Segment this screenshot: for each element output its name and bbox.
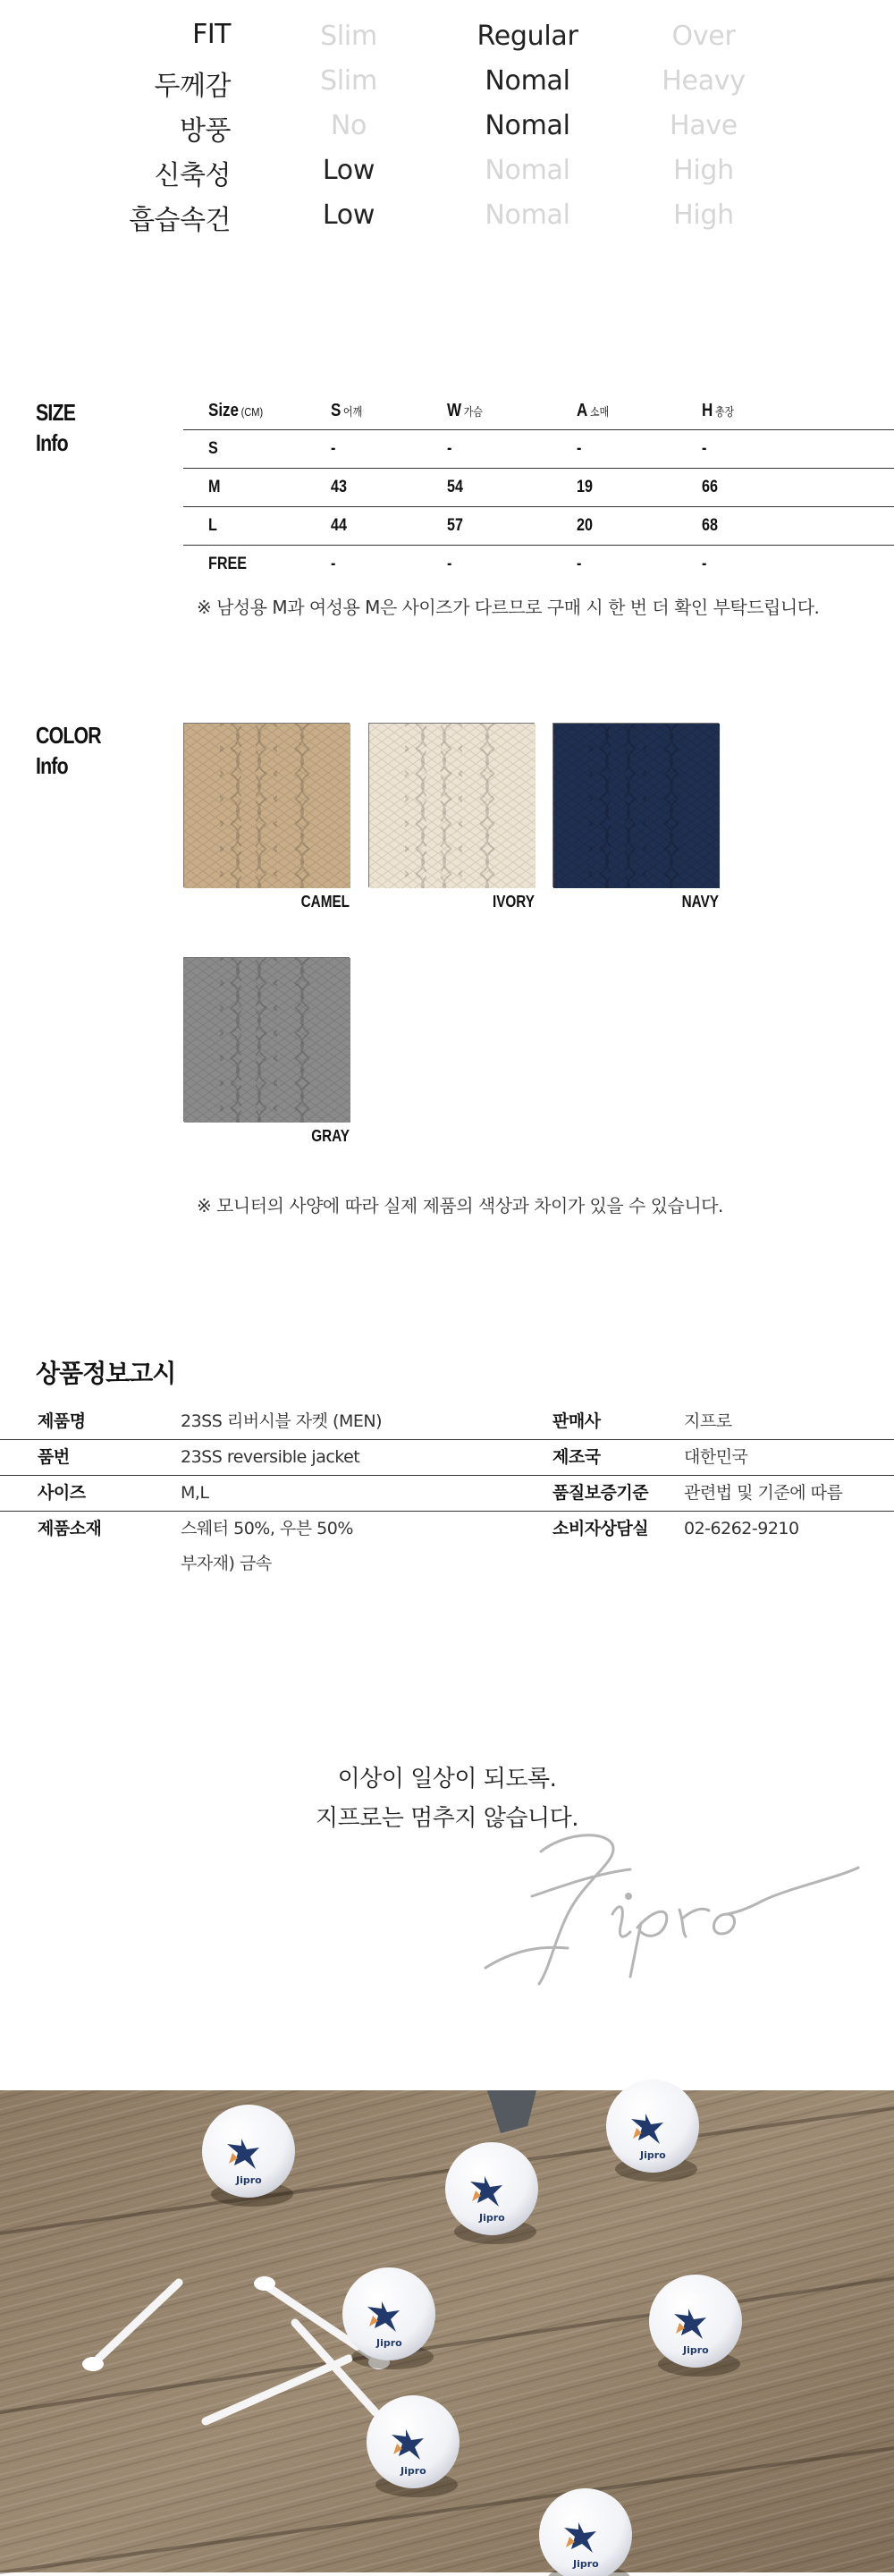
attribute-row-thickness	[0, 56, 894, 101]
column-unit: 어깨	[342, 405, 363, 419]
knit-texture	[184, 958, 350, 1123]
column-letter: W	[447, 401, 462, 420]
column-letter: H	[702, 401, 713, 420]
swatch-label: CAMEL	[300, 893, 350, 911]
size-note: ※ 남성용 M과 여성용 M은 사이즈가 다르므로 구매 시 한 번 더 확인 부탁드립니다.	[197, 597, 820, 618]
attribute-label: 두께감	[154, 71, 231, 102]
column-unit: 소매	[589, 405, 610, 419]
info-key: 제조국	[552, 1447, 601, 1467]
info-value: 23SS 리버시블 자켓 (MEN)	[181, 1411, 382, 1431]
table-cell: -	[577, 555, 582, 573]
attribute-option: Nomal	[485, 155, 570, 186]
attribute-option: High	[673, 199, 734, 231]
table-cell: 19	[577, 478, 593, 496]
table-cell: -	[447, 439, 452, 458]
table-row	[0, 1440, 894, 1476]
info-key: 사이즈	[38, 1483, 86, 1503]
size-column-header	[208, 392, 263, 431]
column-letter: S	[331, 401, 342, 420]
info-key: 판매사	[552, 1411, 601, 1431]
knit-texture	[553, 724, 720, 888]
attribute-option-selected: Nomal	[485, 110, 570, 141]
attribute-row-windproof	[0, 101, 894, 146]
attribute-label: FIT	[192, 19, 231, 50]
table-cell: M	[208, 478, 221, 496]
swatch-label: NAVY	[681, 893, 719, 911]
table-row	[183, 468, 894, 506]
table-cell: -	[702, 555, 707, 573]
column-letter: A	[577, 401, 588, 420]
info-value: 스웨터 50%, 우븐 50%	[181, 1519, 353, 1538]
attribute-label: 방풍	[180, 115, 231, 147]
slogan-line-1: 이상이 일상이 되도록.	[337, 1766, 557, 1792]
attribute-label: 신축성	[154, 160, 231, 191]
slogan-line-2: 지프로는 멈추지 않습니다.	[315, 1805, 579, 1832]
table-cell: 54	[447, 478, 463, 496]
table-cell: 68	[702, 516, 718, 535]
table-cell: -	[702, 439, 707, 458]
table-cell: 44	[331, 516, 347, 535]
table-row	[183, 545, 894, 583]
attribute-option: Slim	[320, 65, 377, 97]
swatch-camel[interactable]	[183, 723, 350, 887]
swatch-ivory[interactable]	[368, 723, 535, 887]
table-cell: -	[331, 555, 336, 573]
table-row	[183, 429, 894, 468]
color-note: ※ 모니터의 사양에 따라 실제 제품의 색상과 차이가 있을 수 있습니다.	[197, 1195, 723, 1216]
attribute-option: Slim	[320, 21, 377, 52]
swatch-navy[interactable]	[552, 723, 719, 887]
column-letter: Size	[208, 401, 240, 420]
info-value: 02-6262-9210	[684, 1519, 799, 1538]
column-unit: (CM)	[240, 405, 264, 419]
info-key: 제품소재	[38, 1519, 102, 1538]
info-key: 제품명	[38, 1411, 86, 1431]
swatch-label: IVORY	[492, 893, 535, 911]
attribute-option-selected: Low	[322, 155, 375, 186]
table-cell: 57	[447, 516, 463, 535]
column-unit: 총장	[714, 405, 735, 419]
table-row	[0, 1512, 894, 1583]
size-info-title-line2: Info	[36, 429, 68, 456]
golf-balls-photo-art	[0, 2090, 894, 2572]
golf-balls-photo	[0, 2090, 894, 2572]
column-unit: 가슴	[463, 405, 483, 419]
info-value: 부자재) 금속	[181, 1554, 272, 1573]
knit-texture	[184, 724, 350, 888]
table-cell: -	[577, 439, 582, 458]
table-cell: S	[208, 439, 218, 458]
table-cell: 43	[331, 478, 347, 496]
table-cell: -	[447, 555, 452, 573]
info-key: 품질보증기준	[552, 1483, 649, 1503]
table-cell: -	[331, 439, 336, 458]
size-info-title	[36, 397, 75, 458]
length-column-header	[702, 392, 734, 431]
attribute-option-selected: Regular	[477, 21, 578, 52]
attribute-option: No	[330, 110, 367, 141]
attribute-option-selected: Nomal	[485, 65, 570, 97]
info-key: 소비자상담실	[552, 1519, 649, 1538]
sleeve-column-header	[577, 392, 609, 431]
info-key: 품번	[38, 1447, 70, 1467]
attribute-option: High	[673, 155, 734, 186]
table-row	[0, 1404, 894, 1440]
product-info-table	[0, 1404, 894, 1583]
attribute-option: Nomal	[485, 199, 570, 231]
swatch-gray[interactable]	[183, 957, 350, 1122]
attribute-row-stretch	[0, 146, 894, 191]
info-value: 대한민국	[684, 1447, 748, 1467]
info-value: 관련법 및 기준에 따름	[684, 1483, 843, 1503]
table-cell: 20	[577, 516, 593, 535]
chest-column-header	[447, 392, 483, 431]
knit-texture	[369, 724, 536, 888]
attribute-option: Over	[671, 21, 736, 52]
attribute-scale	[0, 0, 894, 236]
size-table-header	[183, 392, 894, 429]
attribute-option: Have	[670, 110, 738, 141]
attribute-row-fit	[0, 12, 894, 56]
attribute-option-selected: Low	[322, 199, 375, 231]
color-info-title-line2: Info	[36, 752, 68, 779]
color-info-title-line1: COLOR	[36, 722, 101, 749]
table-cell: 66	[702, 478, 718, 496]
table-cell: L	[208, 516, 217, 535]
color-info-title	[36, 720, 101, 781]
attribute-option: Heavy	[662, 65, 746, 97]
attribute-row-moisture	[0, 191, 894, 235]
info-value: M,L	[181, 1483, 209, 1503]
swatch-label: GRAY	[311, 1127, 350, 1145]
info-value: 23SS reversible jacket	[181, 1447, 360, 1467]
attribute-label: 흡습속건	[129, 205, 231, 236]
signature-logo	[478, 1825, 863, 1990]
product-info-title: 상품정보고시	[36, 1359, 176, 1388]
size-info-title-line1: SIZE	[36, 399, 76, 426]
shoulder-column-header	[331, 392, 362, 431]
table-row	[0, 1476, 894, 1512]
table-cell: FREE	[208, 555, 248, 573]
info-value: 지프로	[684, 1411, 732, 1431]
size-table	[183, 392, 894, 583]
table-row	[183, 506, 894, 545]
